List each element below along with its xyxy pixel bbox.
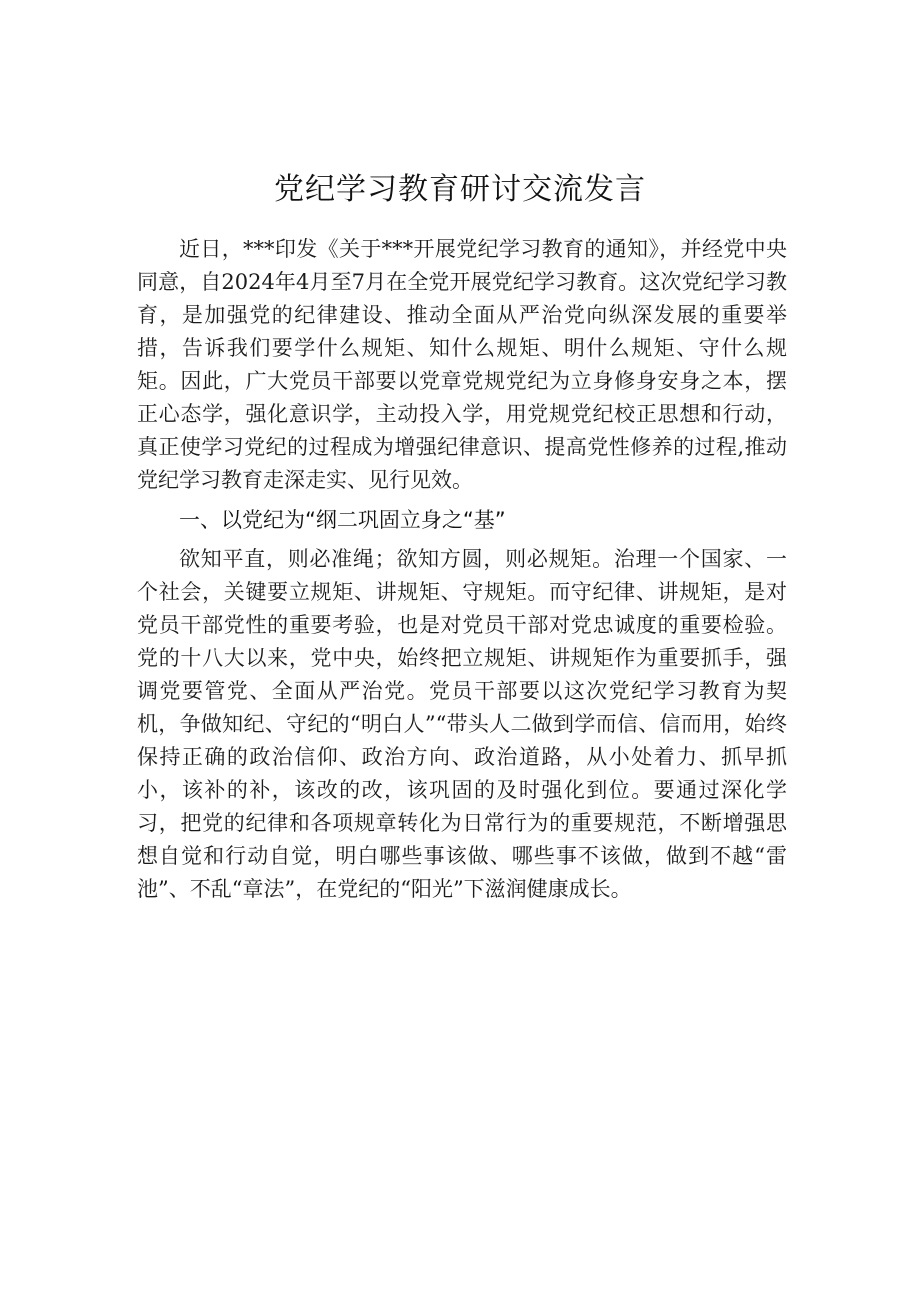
paragraph-intro: 近日，***印发《关于***开展党纪学习教育的通知》，并经党中央同意，自2024年4月至7月在全党开展党纪学习教育。这次党纪学习教育，是加强党的纪律建设、推动全面从严治党向纵深发展的重要举措，告诉我们要学什么规矩、知什么规矩、明什么规矩、守什么规矩。因此，广大党员干部要以党章党规党纪为立身修身安身之本，摆正心态学，强化意识学，主动投入学，用党规党纪校正思想和行动，真正使学习党纪的过程成为增强纪律意识、提高党性修养的过程,推动党纪学习教育走深走实、见行见效。 [137, 237, 787, 492]
document-body [137, 233, 787, 906]
section-heading-1: 一、以党纪为“纲二巩固立身之“基” [179, 508, 506, 532]
paragraph-section-1: 欲知平直，则必准绳；欲知方圆，则必规矩。治理一个国家、一个社会，关键要立规矩、讲规矩、守规矩。而守纪律、讲规矩，是对党员干部党性的重要考验，也是对党员干部对党忠诚度的重要检验。党的十八大以来，党中央，始终把立规矩、讲规矩作为重要抓手，强调党要管党、全面从严治党。党员干部要以这次党纪学习教育为契机，争做知纪、守纪的“明白人”“带头人二做到学而信、信而用，始终保持正确的政治信仰、政治方向、政治道路，从小处着力、抓早抓小，该补的补，该改的改，该巩固的及时强化到位。要通过深化学习，把党的纪律和各项规章转化为日常行为的重要规范，不断增强思想自觉和行动自觉，明白哪些事该做、哪些事不该做，做到不越“雷池”、不乱“章法”，在党纪的“阳光”下滋润健康成长。 [137, 547, 787, 901]
page-title: 党纪学习教育研讨交流发言 [274, 172, 646, 207]
